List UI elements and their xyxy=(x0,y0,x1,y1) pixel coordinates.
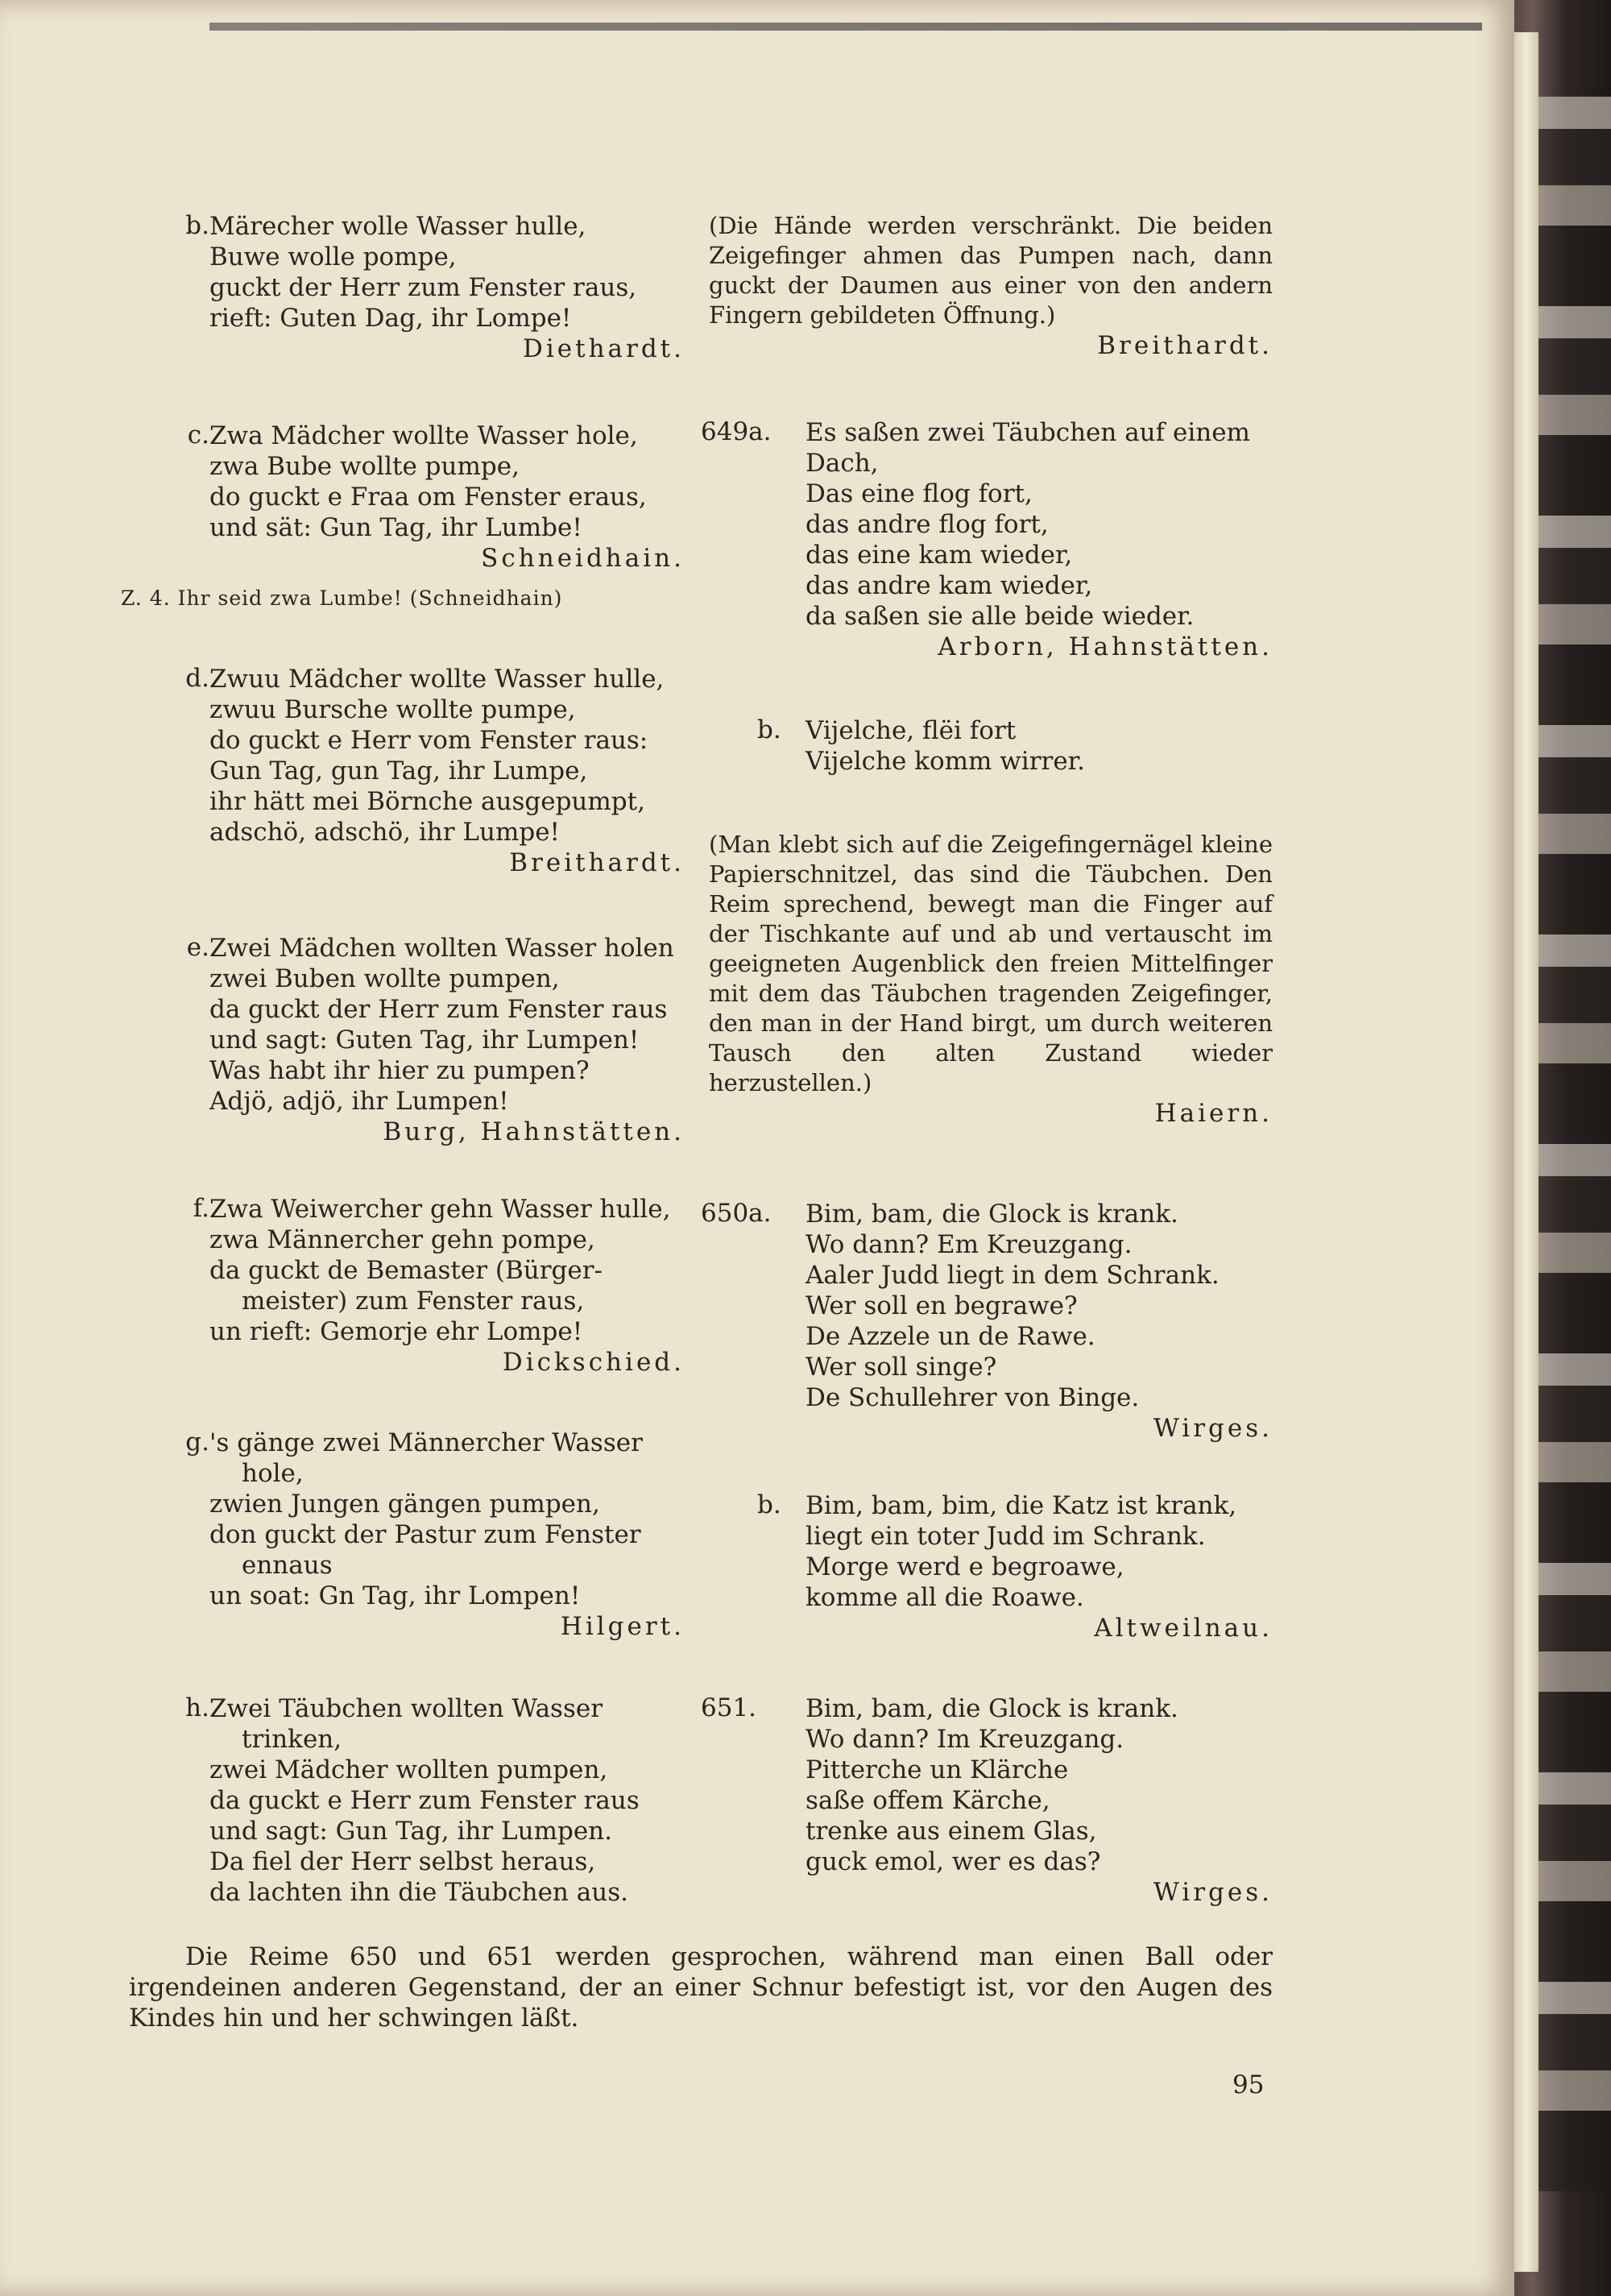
instruction-note xyxy=(709,830,1273,1129)
verse-line: Vijelche komm wirrer. xyxy=(806,747,1085,776)
place-name: Breithardt. xyxy=(509,848,685,877)
place-name: Wirges. xyxy=(1153,1414,1273,1443)
verse-line: un rieft: Gemorje ehr Lompe! xyxy=(209,1317,583,1346)
verse-line: Zwuu Mädcher wollte Wasser hulle, xyxy=(209,665,665,694)
verse-line: Buwe wolle pompe, xyxy=(209,242,457,271)
page-number: 95 xyxy=(1232,2070,1265,2099)
verse-line: Pitterche un Klärche xyxy=(806,1755,1069,1784)
verse-line: das andre kam wieder, xyxy=(806,571,1093,600)
note-text: (Man klebt sich auf die Zeigefingernägel kleine Papierschnitzel, das sind die Täubchen. Den Reim sprechend, bewegt man die Finger auf der Tischkante auf und ab und vertauscht im geeigneten Augenblick den freien Mittelfinger mit dem das Täubchen tragenden Zeigefinger, den man in der Hand birgt, um durch weiteren Tausch den alten Zustand wieder herzustellen.) xyxy=(709,831,1273,1096)
verse-line: zwuu Bursche wollte pumpe, xyxy=(209,695,576,724)
verse-line: Es saßen zwei Täubchen auf einem xyxy=(806,418,1250,447)
place-name: Schneidhain. xyxy=(481,544,685,573)
instruction-note xyxy=(709,211,1273,361)
verse-line: De Schullehrer von Binge. xyxy=(806,1383,1140,1412)
verse-line: da guckt de Bemaster (Bürger- xyxy=(209,1256,603,1285)
note-text: (Die Hände werden verschränkt. Die beiden Zeigefinger ahmen das Pumpen nach, dann guckt der Daumen aus einer von den andern Fingern gebildeten Öffnung.) xyxy=(709,212,1273,329)
verse-label: b. xyxy=(757,715,781,744)
verse-line: 's gänge zwei Männercher Wasser xyxy=(209,1428,643,1457)
place-name: Haiern. xyxy=(1154,1099,1273,1128)
verse-line: das andre flog fort, xyxy=(806,510,1049,539)
verse-line: Zwa Mädcher wollte Wasser hole, xyxy=(209,421,638,450)
verse-line: meister) zum Fenster raus, xyxy=(242,1287,585,1316)
verse-line: trenke aus einem Glas, xyxy=(806,1817,1097,1846)
footer-paragraph: Die Reime 650 und 651 werden gesprochen, während man einen Ball oder irgendeinen anderen Gegenstand, der an einer Schnur befestigt ist, vor den Augen des Kindes hin und her schwingen läßt. xyxy=(129,1942,1273,2033)
verse-line: Was habt ihr hier zu pumpen? xyxy=(209,1056,590,1085)
verse-label: c. xyxy=(187,421,209,450)
verse-line: Vijelche, flëi fort xyxy=(806,716,1017,745)
verse-line: da guckt e Herr zum Fenster raus xyxy=(209,1786,640,1815)
place-name: Breithardt. xyxy=(1097,331,1273,360)
place-name: Arborn, Hahnstätten. xyxy=(938,632,1273,661)
verse-line: adschö, adschö, ihr Lumpe! xyxy=(209,818,561,847)
verse-line: Zwei Täubchen wollten Wasser xyxy=(209,1694,603,1723)
verse-line: Gun Tag, gun Tag, ihr Lumpe, xyxy=(209,756,588,785)
verse-line: zwien Jungen gängen pumpen, xyxy=(209,1490,600,1519)
verse-line: und sagt: Guten Tag, ihr Lumpen! xyxy=(209,1026,640,1055)
verse-label: f. xyxy=(193,1194,209,1223)
verse-line: das eine kam wieder, xyxy=(806,541,1073,570)
verse-line: De Azzele un de Rawe. xyxy=(806,1322,1095,1351)
verse-line: Wer soll singe? xyxy=(806,1353,997,1382)
verse-line: Bim, bam, bim, die Katz ist krank, xyxy=(806,1491,1237,1520)
verse-line: da lachten ihn die Täubchen aus. xyxy=(209,1878,628,1907)
verse-line: un soat: Gn Tag, ihr Lompen! xyxy=(209,1581,581,1610)
verse-line: ennaus xyxy=(242,1551,333,1580)
verse-line: Zwa Weiwercher gehn Wasser hulle, xyxy=(209,1195,671,1224)
verse-line: guck emol, wer es das? xyxy=(806,1847,1101,1876)
verse-line: und sagt: Gun Tag, ihr Lumpen. xyxy=(209,1817,612,1846)
verse-label: b. xyxy=(185,211,209,240)
verse-line: Märecher wolle Wasser hulle, xyxy=(209,212,586,241)
verse-label: h. xyxy=(185,1693,209,1722)
page-edges xyxy=(1514,32,1539,2272)
verse-line: do guckt e Fraa om Fenster eraus, xyxy=(209,483,647,512)
verse-line: Wo dann? Em Kreuzgang. xyxy=(806,1230,1133,1259)
verse-line: Morge werd e begroawe, xyxy=(806,1552,1124,1581)
verse-line: Das eine flog fort, xyxy=(806,479,1033,508)
verse-line: zwa Bube wollte pumpe, xyxy=(209,452,520,481)
verse-label: 650a. xyxy=(701,1199,772,1228)
verse-label: 649a. xyxy=(701,417,772,446)
verse-line: Aaler Judd liegt in dem Schrank. xyxy=(806,1261,1220,1290)
verse-label: g. xyxy=(185,1428,209,1457)
place-name: Wirges. xyxy=(1153,1878,1273,1907)
verse-line: ihr hätt mei Börnche ausgepumpt, xyxy=(209,787,645,816)
verse-line: da guckt der Herr zum Fenster raus xyxy=(209,995,668,1024)
verse-line: trinken, xyxy=(242,1725,342,1754)
verse-line: hole, xyxy=(242,1459,304,1488)
verse-line: zwa Männercher gehn pompe, xyxy=(209,1225,595,1254)
verse-line: Bim, bam, die Glock is krank. xyxy=(806,1200,1178,1229)
place-name: Diethardt. xyxy=(523,334,685,363)
verse-line: guckt der Herr zum Fenster raus, xyxy=(209,273,637,302)
place-name: Burg, Hahnstätten. xyxy=(383,1117,685,1146)
verse-line: zwei Buben wollte pumpen, xyxy=(209,964,560,993)
place-name: Hilgert. xyxy=(560,1612,685,1641)
verse-line: don guckt der Pastur zum Fenster xyxy=(209,1520,641,1549)
verse-line: und sät: Gun Tag, ihr Lumbe! xyxy=(209,513,582,542)
verse-line: liegt ein toter Judd im Schrank. xyxy=(806,1522,1206,1551)
verse-label: b. xyxy=(757,1490,781,1519)
verse-line: saße offem Kärche, xyxy=(806,1786,1050,1815)
place-name: Altweilnau. xyxy=(1094,1614,1273,1643)
verse-label: e. xyxy=(186,933,209,962)
verse-label: 651. xyxy=(701,1693,757,1722)
verse-line: Zwei Mädchen wollten Wasser holen xyxy=(209,934,674,963)
verse-line: Bim, bam, die Glock is krank. xyxy=(806,1694,1178,1723)
verse-line: Da fiel der Herr selbst heraus, xyxy=(209,1847,596,1876)
binding-pattern xyxy=(1534,97,1611,2191)
verse-line: Dach, xyxy=(806,449,879,478)
variant-note: Z. 4. Ihr seid zwa Lumbe! (Schneidhain) xyxy=(121,586,563,610)
verse-line: Wo dann? Im Kreuzgang. xyxy=(806,1725,1124,1754)
verse-line: da saßen sie alle beide wieder. xyxy=(806,602,1195,631)
verse-label: d. xyxy=(185,664,209,693)
verse-line: Adjö, adjö, ihr Lumpen! xyxy=(209,1087,509,1116)
verse-line: rieft: Guten Dag, ihr Lompe! xyxy=(209,304,572,333)
verse-line: komme all die Roawe. xyxy=(806,1583,1084,1612)
verse-line: do guckt e Herr vom Fenster raus: xyxy=(209,726,648,755)
verse-line: Wer soll en begrawe? xyxy=(806,1291,1078,1320)
verse-line: zwei Mädcher wollten pumpen, xyxy=(209,1755,608,1784)
place-name: Dickschied. xyxy=(502,1348,685,1377)
